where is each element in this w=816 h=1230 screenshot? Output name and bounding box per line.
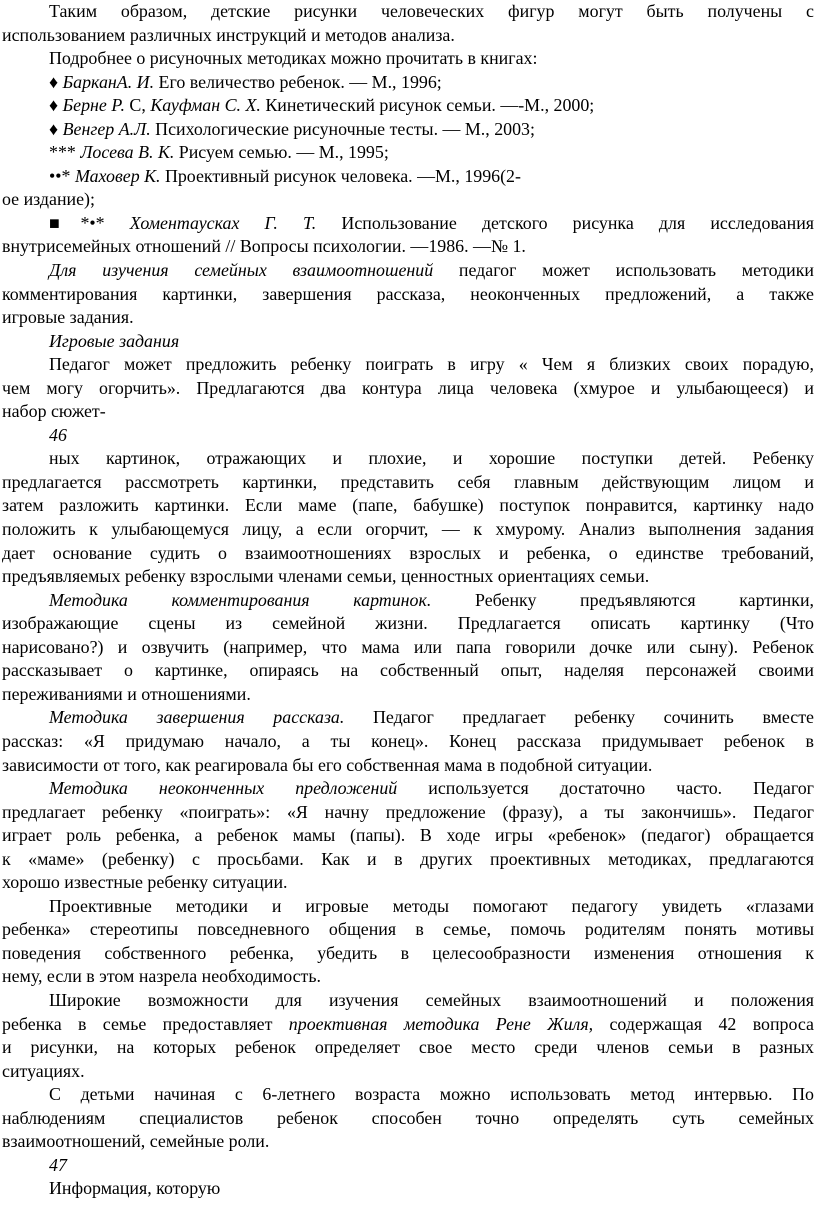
paragraph-text: Ребенку предъявляются картинки, xyxy=(431,589,814,610)
paragraph-line: затем разложить картинки. Если маме (папе, бабушке) поступок понравится, картинку надо xyxy=(2,495,814,516)
paragraph-line: поведения собственного ребенка, убедить в целесообразности изменения отношения к xyxy=(2,942,814,963)
paragraph-line: Широкие возможности для изучения семейных взаимоотношений и положения xyxy=(49,989,814,1010)
reference-item xyxy=(2,118,814,142)
reference-title: Психологические рисуночные тесты. — М., 2003; xyxy=(150,118,535,139)
paragraph-line: Таким образом, детские рисунки человеческих фигур могут быть получены с xyxy=(49,1,814,21)
bullet-mark: ••* xyxy=(49,165,75,186)
bullet-mark: ♦ xyxy=(49,71,63,92)
paragraph-text: Педагог предлагает ребенку сочинить вместе xyxy=(344,707,814,728)
italic-phrase: Для изучения семейных взаимоотношений xyxy=(49,260,434,281)
reference-continuation: внутрисемейных отношений // Вопросы психологии. —1986. —№ 1. xyxy=(2,236,526,257)
page-number: 47 xyxy=(49,1154,67,1175)
reference-item xyxy=(2,71,814,95)
paragraph-line: комментирования картинки, завершения рассказа, неоконченных предложений, а также xyxy=(2,283,814,304)
paragraph-line: Информация, которую xyxy=(49,1178,221,1199)
reference-item xyxy=(2,94,814,118)
reference-item xyxy=(2,165,814,189)
paragraph-text: используется достаточно часто. Педагог xyxy=(397,778,814,799)
bullet-mark: ■*•* xyxy=(49,212,130,233)
reference-title: Его величество ребенок. — М., 1996; xyxy=(154,71,442,92)
paragraph-line: набор сюжет- xyxy=(2,401,106,422)
paragraph-line: ситуациях. xyxy=(2,1060,85,1081)
paragraph-line: ребенка» стереотипы повседневного общения в семье, помочь родителям понять мотивы xyxy=(2,919,814,940)
paragraph-line: ных картинок, отражающих и плохие, и хорошие поступки детей. Ребенку xyxy=(49,448,814,469)
paragraph-line xyxy=(2,706,814,730)
paragraph-line: и рисунки, на которых ребенок определяет свое место среди членов семьи в разных xyxy=(2,1037,814,1058)
paragraph-line: дает основание судить о взаимоотношениях взрослых и ребенка, о единстве требований, xyxy=(2,542,814,563)
section-heading: Игровые задания xyxy=(49,330,180,351)
paragraph-line xyxy=(2,589,814,613)
bullet-mark: *** xyxy=(49,142,81,163)
paragraph-line: хорошо известные ребенку ситуации. xyxy=(2,872,288,893)
paragraph-line: предлагается рассмотреть картинки, представить себя главным действующим лицом и xyxy=(2,471,814,492)
reference-author: Кауфман С. X. xyxy=(150,95,261,116)
paragraph-line: взаимоотношений, семейные роли. xyxy=(2,1131,270,1152)
paragraph-text: педагог может использовать методики xyxy=(433,260,814,281)
reference-title: Использование детского рисунка для исследования xyxy=(316,212,814,233)
reference-author: Лосева В. К. xyxy=(80,142,175,163)
reference-title: Проективный рисунок человека. —М., 1996(2- xyxy=(160,165,521,186)
paragraph-line: игровые задания. xyxy=(2,307,134,328)
reference-author: Хоментаусках Г. Т. xyxy=(129,212,317,233)
paragraph-line: рассказывает о картинке, опираясь на собственный опыт, наделяя персонажей своими xyxy=(2,660,814,681)
paragraph-line: предлагает ребенку «поиграть»: «Я начну предложение (фразу), а ты закончишь». Педагог xyxy=(2,801,814,822)
paragraph-line xyxy=(2,777,814,801)
italic-phrase: Методика завершения рассказа. xyxy=(49,707,345,728)
paragraph-line: зависимости от того, как реагировала бы его собственная мама в подобной ситуации. xyxy=(2,754,653,775)
reference-author: БарканА. И. xyxy=(62,71,155,92)
reference-continuation: ое издание); xyxy=(2,189,95,210)
paragraph-text: содержащая 42 вопроса xyxy=(593,1013,814,1034)
paragraph-line: Педагог может предложить ребенку поиграть в игру « Чем я близких своих порадую, xyxy=(49,354,814,375)
bullet-mark: ♦ xyxy=(49,95,63,116)
italic-phrase: Методика неоконченных предложений xyxy=(49,778,398,799)
paragraph-line: изображающие сцены из семейной жизни. Предлагается описать картинку (Что xyxy=(2,613,814,634)
paragraph-line: использованием различных инструкций и методов анализа. xyxy=(2,24,455,45)
paragraph-line: С детьми начиная с 6-летнего возраста можно использовать метод интервью. По xyxy=(49,1084,814,1105)
italic-phrase: проективная методика Рене Жиля, xyxy=(288,1013,594,1034)
paragraph-text: ребенка в семье предоставляет xyxy=(2,1013,289,1034)
reference-author: Венгер А.Л. xyxy=(62,118,151,139)
paragraph-line: рассказ: «Я придумаю начало, а ты конец». Конец рассказа придумывает ребенок в xyxy=(2,730,814,751)
paragraph-line: Подробнее о рисуночных методиках можно прочитать в книгах: xyxy=(49,48,538,69)
reference-author: Маховер К. xyxy=(74,165,161,186)
reference-title: Кинетический рисунок семьи. —-М., 2000; xyxy=(260,95,595,116)
reference-author: Берне Р. xyxy=(62,95,125,116)
italic-phrase: Методика комментирования картинок. xyxy=(49,589,432,610)
reference-item xyxy=(2,212,814,236)
paragraph-line xyxy=(2,259,814,283)
paragraph-line: к «маме» (ребенку) с просьбами. Как и в других проективных методиках, предлагаются xyxy=(2,848,814,869)
paragraph-line: наблюдениям специалистов ребенок способен точно определять суть семейных xyxy=(2,1107,814,1128)
paragraph-line: переживаниями и отношениями. xyxy=(2,683,251,704)
paragraph-line xyxy=(2,1013,814,1037)
paragraph-line: Проективные методики и игровые методы помогают педагогу увидеть «глазами xyxy=(49,895,814,916)
paragraph-line: предъявляемых ребенку взрослыми членами семьи, ценностных ориентациях семьи. xyxy=(2,566,650,587)
reference-separator: С, xyxy=(124,95,151,116)
paragraph-line: нарисовано?) и озвучить (например, что мама или папа говорили дочке или сыну). Ребенок xyxy=(2,636,814,657)
reference-item xyxy=(2,141,814,165)
paragraph-line: положить к улыбающемуся лицу, а если огорчит, — к хмурому. Анализ выполнения задания xyxy=(2,519,814,540)
bullet-mark: ♦ xyxy=(49,118,63,139)
page-number: 46 xyxy=(49,424,67,445)
paragraph-line: нему, если в этом назрела необходимость. xyxy=(2,966,321,987)
paragraph-line: чем могу огорчить». Предлагаются два контура лица человека (хмурое и улыбающееся) и xyxy=(2,377,814,398)
reference-title: Рисуем семью. — М., 1995; xyxy=(174,142,389,163)
paragraph-line: играет роль ребенка, а ребенок мамы (папы). В ходе игры «ребенок» (педагог) обращается xyxy=(2,825,814,846)
